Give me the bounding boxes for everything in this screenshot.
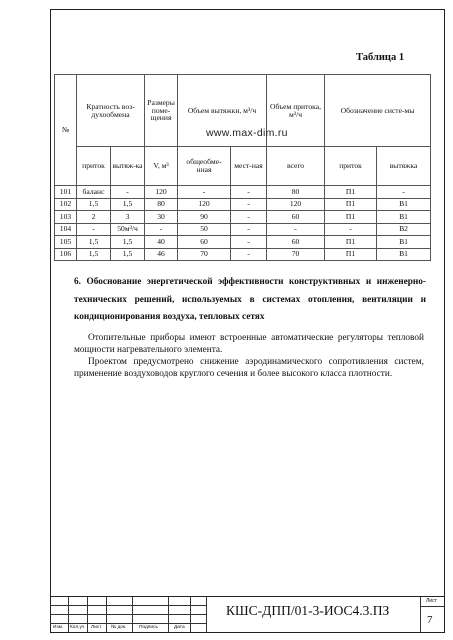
section-heading: 6. Обоснование энергетической эффективности конструктивных и инженерно-технических решений, используемых в системах отопления, вентиляции и кондиционирования воздуха, тепловых сетях [74,277,426,322]
table-cell: 1,5 [111,198,145,211]
table-cell: В1 [377,198,431,211]
table-cell: 102 [55,198,77,211]
stamp-label: Дата [174,625,185,630]
table-cell: - [231,248,267,261]
sheet-number: 7 [427,614,433,626]
table-cell: - [231,236,267,249]
table-cell: 103 [55,211,77,224]
subheader-general: общеобме-нная [178,147,231,186]
watermark-url: www.max-dim.ru [206,127,288,139]
table-cell: - [267,223,325,236]
stamp-divider [68,597,69,633]
table-cell: В1 [377,248,431,261]
table-cell: 1,5 [111,236,145,249]
table-cell: 40 [145,236,178,249]
stamp-label: Кол.уч [70,625,85,630]
table-cell: 70 [178,248,231,261]
table-row [55,186,431,199]
table-cell: 106 [55,248,77,261]
table-cell: П1 [325,198,377,211]
table-cell: 70 [267,248,325,261]
air-exchange-table [54,74,431,261]
table-row [55,223,431,236]
header-exhaust-volume: Объем вытяжки, м³/ч [178,75,267,147]
table-row [55,236,431,249]
document-code: КШС-ДПП/01-3-ИОС4.3.ПЗ [226,603,390,618]
stamp-divider [106,597,107,633]
stamp-label: Изм. [53,625,64,630]
table-cell: 1,5 [77,198,111,211]
table-cell: 101 [55,186,77,199]
header-room-size: Размеры поме-щения [145,75,178,147]
table-cell: 3 [111,211,145,224]
subheader-total: всего [267,147,325,186]
table-cell: - [111,186,145,199]
table-cell: - [178,186,231,199]
table-cell: - [231,198,267,211]
table-cell: - [231,186,267,199]
table-cell: - [377,186,431,199]
table-cell: 50м³/ч [111,223,145,236]
header-supply-volume: Объем притока, м³/ч [267,75,325,147]
table-cell: В1 [377,236,431,249]
table-cell: 1,5 [111,248,145,261]
table-cell: - [145,223,178,236]
table-cell: 50 [178,223,231,236]
stamp-divider [50,614,206,615]
table-cell: П1 [325,236,377,249]
stamp-divider [420,597,421,633]
table-cell: 80 [267,186,325,199]
table-cell: 46 [145,248,178,261]
table-cell: 90 [178,211,231,224]
table-cell: В1 [377,211,431,224]
sheet-label: Лист [426,598,437,604]
table-cell: 60 [178,236,231,249]
header-number: № [55,75,77,186]
stamp-divider [87,597,88,633]
stamp-divider [50,623,206,624]
header-system-designation: Обозначение систе-мы [325,75,431,147]
stamp-divider [190,597,191,633]
stamp-divider [420,606,445,607]
paragraph-heating-devices: Отопительные приборы имеют встроенные автоматические регуляторы тепловой мощности нагревательного элемента. [74,333,424,355]
table-cell: П1 [325,186,377,199]
header-exchange-rate: Кратность воз-духообмена [77,75,145,147]
table-cell: П1 [325,211,377,224]
table-caption: Таблица 1 [356,52,405,63]
table-cell: 60 [267,236,325,249]
table-cell: 120 [267,198,325,211]
table-cell: 30 [145,211,178,224]
table-cell: 105 [55,236,77,249]
subheader-supply: приток [77,147,111,186]
subheader-volume: V, м³ [145,147,178,186]
table-cell: 120 [178,198,231,211]
table-cell: 2 [77,211,111,224]
table-cell: - [231,211,267,224]
stamp-divider [50,605,206,606]
table-cell: П1 [325,248,377,261]
paragraph-aerodynamics: Проектом предусмотрено снижение аэродинамического сопротивления систем, применение воздуховодов круглого сечения и более высокого класса плотности. [74,357,424,379]
table-cell: 80 [145,198,178,211]
subheader-system-exhaust: вытяжка [377,147,431,186]
stamp-divider [206,597,207,633]
stamp-divider [132,597,133,633]
table-row [55,211,431,224]
table-cell: 120 [145,186,178,199]
table-cell: 1,5 [77,236,111,249]
table-cell: - [77,223,111,236]
subheader-local: мест-ная [231,147,267,186]
table-cell: - [231,223,267,236]
subheader-exhaust: вытяж-ка [111,147,145,186]
stamp-divider [168,597,169,633]
table-cell: 60 [267,211,325,224]
stamp-label: Лист [91,625,102,630]
table-cell: 104 [55,223,77,236]
stamp-label: № док. [111,625,127,630]
table-cell: - [325,223,377,236]
stamp-label: Подпись [139,625,158,630]
subheader-system-supply: приток [325,147,377,186]
table-row [55,198,431,211]
table-cell: В2 [377,223,431,236]
table-cell: 1,5 [77,248,111,261]
table-cell: баланс [77,186,111,199]
table-row [55,248,431,261]
